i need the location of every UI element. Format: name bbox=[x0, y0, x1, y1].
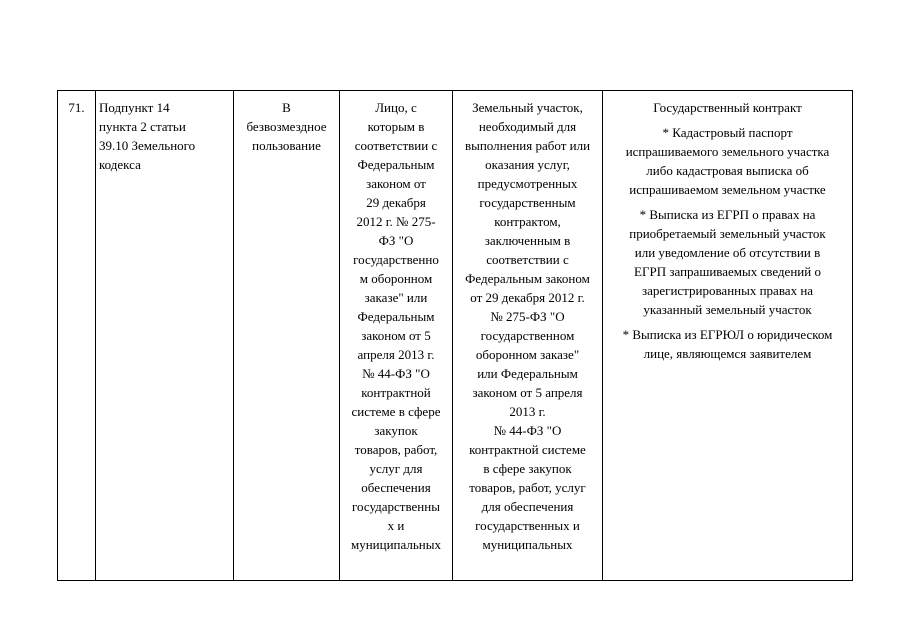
legal-basis-line: Подпункт 14 bbox=[99, 100, 170, 115]
land-plot-line: необходимый для bbox=[478, 119, 577, 134]
land-plot-line: выполнения работ или bbox=[464, 138, 591, 153]
applicant-line: государственно bbox=[353, 252, 439, 267]
applicant-line: которым в bbox=[367, 119, 425, 134]
land-plot-line: № 275-ФЗ "О bbox=[490, 309, 565, 324]
applicant-line: товаров, работ, bbox=[354, 442, 438, 457]
applicant-cell bbox=[340, 91, 453, 581]
land-plot-line: государственным bbox=[479, 195, 576, 210]
land-plot-line: муниципальных bbox=[482, 537, 573, 552]
right-type-line: В bbox=[282, 100, 291, 115]
applicant-line: государственны bbox=[352, 499, 440, 514]
document-item bbox=[606, 325, 849, 363]
land-plot-line: в сфере закупок bbox=[483, 461, 572, 476]
legal-basis-line: пункта 2 статьи bbox=[99, 119, 186, 134]
document-line: * Выписка из ЕГРП о правах на bbox=[639, 207, 816, 222]
applicant-line: обеспечения bbox=[361, 480, 431, 495]
document-line: приобретаемый земельный участок bbox=[629, 226, 826, 241]
document-line: * Выписка из ЕГРЮЛ о юридическом bbox=[622, 327, 833, 342]
right-type-cell bbox=[234, 91, 340, 581]
applicant-line: законом от 5 bbox=[361, 328, 431, 343]
land-plot-line: № 44-ФЗ "О bbox=[493, 423, 562, 438]
applicant-line: контрактной bbox=[361, 385, 431, 400]
applicant-line: закупок bbox=[374, 423, 418, 438]
legal-basis-line: 39.10 Земельного bbox=[99, 138, 196, 153]
document-line: * Кадастровый паспорт bbox=[662, 125, 793, 140]
applicant-line: муниципальных bbox=[350, 537, 441, 552]
land-plot-line: контрактом, bbox=[494, 214, 561, 229]
land-plot-line: 2013 г. bbox=[509, 404, 546, 419]
right-type-line: безвозмездное bbox=[246, 119, 327, 134]
applicant-line: законом от bbox=[366, 176, 426, 191]
applicant-line: ФЗ "О bbox=[378, 233, 414, 248]
row-number: 71. bbox=[68, 100, 85, 115]
applicant-line: х и bbox=[387, 518, 405, 533]
applicant-line: апреля 2013 г. bbox=[357, 347, 435, 362]
land-documents-table bbox=[57, 90, 853, 581]
land-plot-line: для обеспечения bbox=[481, 499, 574, 514]
land-plot-line: контрактной системе bbox=[469, 442, 586, 457]
table-row bbox=[58, 91, 853, 581]
applicant-line: системе в сфере bbox=[351, 404, 441, 419]
land-plot-line: государственных и bbox=[475, 518, 580, 533]
land-plot-line: Федеральным законом bbox=[465, 271, 590, 286]
document-item bbox=[606, 123, 849, 199]
document-item bbox=[606, 98, 849, 117]
document-line: Государственный контракт bbox=[653, 100, 802, 115]
row-number-cell bbox=[58, 91, 96, 581]
document-line: или уведомление об отсутствии в bbox=[634, 245, 821, 260]
document-line: лице, являющемся заявителем bbox=[643, 346, 812, 361]
applicant-line: заказе" или bbox=[364, 290, 428, 305]
applicant-line: 2012 г. № 275- bbox=[356, 214, 436, 229]
land-plot-line: государственном bbox=[480, 328, 575, 343]
document-line: испрашиваемом земельном участке bbox=[629, 182, 826, 197]
applicant-line: м оборонном bbox=[359, 271, 433, 286]
land-plot-line: оказания услуг, bbox=[485, 157, 570, 172]
land-plot-line: соответствии с bbox=[486, 252, 569, 267]
applicant-line: Лицо, с bbox=[375, 100, 417, 115]
land-plot-cell bbox=[453, 91, 603, 581]
applicant-line: услуг для bbox=[369, 461, 423, 476]
applicant-line: Федеральным bbox=[357, 309, 435, 324]
applicant-line: 29 декабря bbox=[366, 195, 426, 210]
land-plot-line: Земельный участок, bbox=[472, 100, 583, 115]
applicant-line: Федеральным bbox=[357, 157, 435, 172]
document-line: испрашиваемого земельного участка bbox=[625, 144, 830, 159]
land-plot-line: или Федеральным bbox=[477, 366, 578, 381]
land-plot-line: законом от 5 апреля bbox=[472, 385, 583, 400]
document-line: указанный земельный участок bbox=[643, 302, 812, 317]
document-line: либо кадастровая выписка об bbox=[646, 163, 809, 178]
required-documents-cell bbox=[603, 91, 853, 581]
land-plot-line: предусмотренных bbox=[477, 176, 578, 191]
document-item bbox=[606, 205, 849, 319]
land-plot-line: от 29 декабря 2012 г. bbox=[470, 290, 585, 305]
applicant-line: № 44-ФЗ "О bbox=[362, 366, 430, 381]
legal-basis-line: кодекса bbox=[99, 157, 141, 172]
land-plot-line: оборонном заказе" bbox=[475, 347, 580, 362]
land-plot-line: товаров, работ, услуг bbox=[469, 480, 586, 495]
right-type-line: пользование bbox=[252, 138, 321, 153]
land-plot-line: заключенным в bbox=[484, 233, 571, 248]
document-line: ЕГРП запрашиваемых сведений о bbox=[634, 264, 821, 279]
legal-basis-cell bbox=[96, 91, 234, 581]
applicant-line: соответствии с bbox=[354, 138, 438, 153]
document-line: зарегистрированных правах на bbox=[641, 283, 814, 298]
